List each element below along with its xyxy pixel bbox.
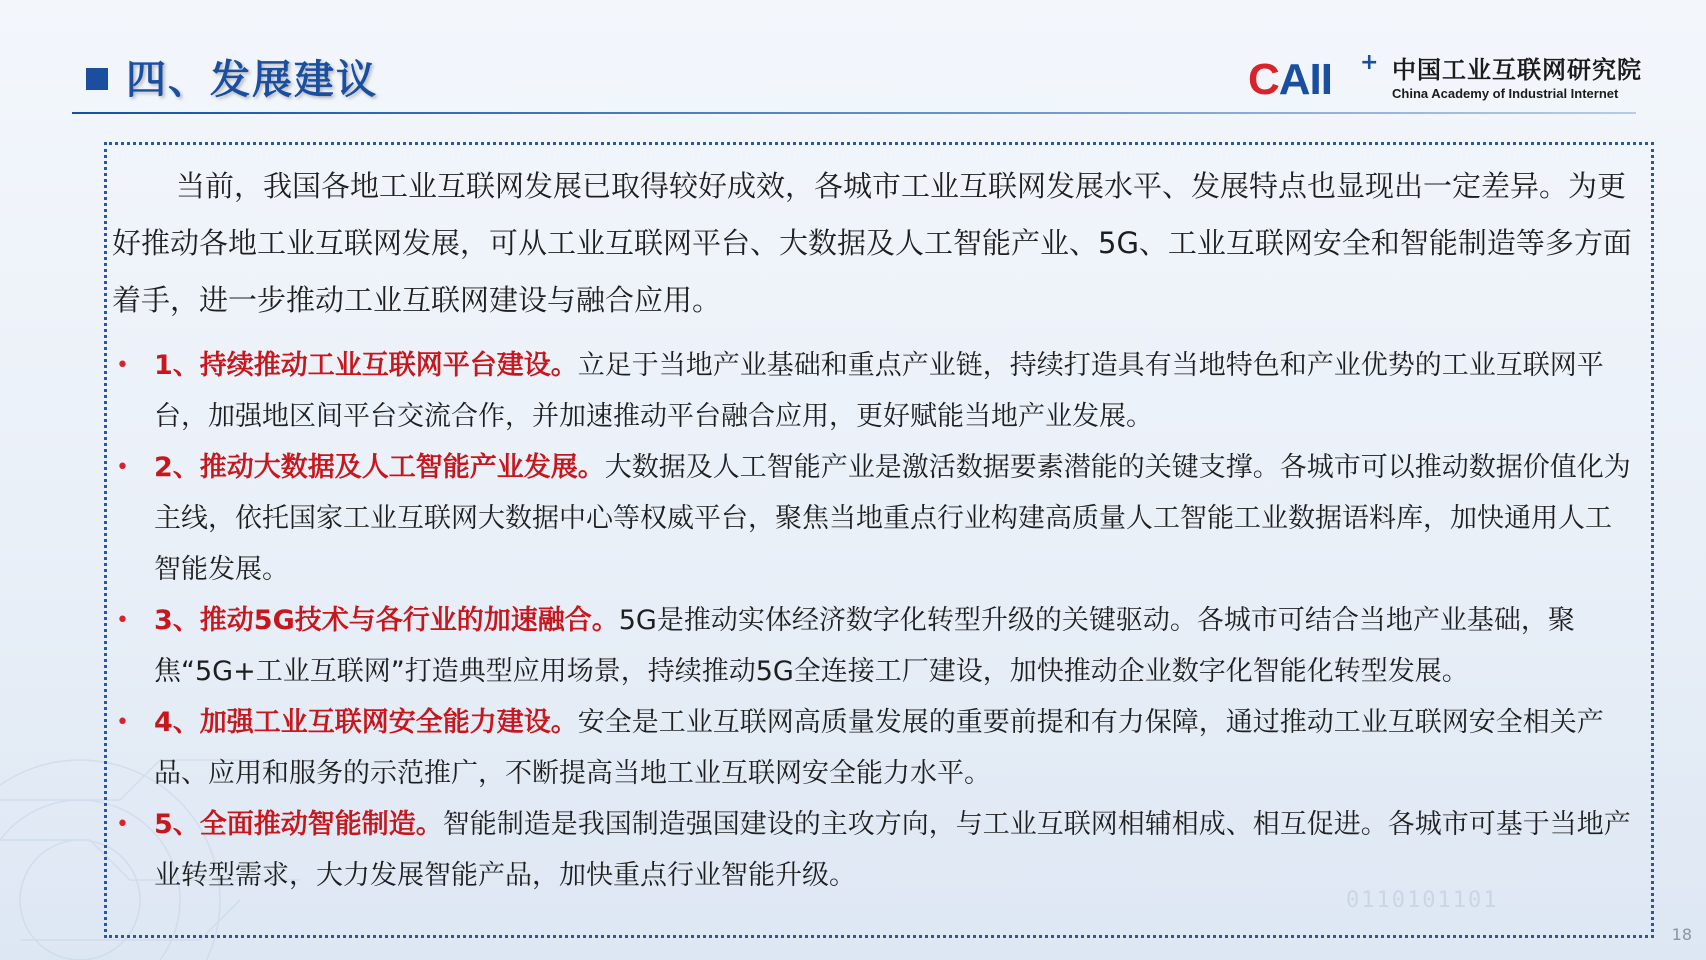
logo-mark-rest: AII <box>1278 55 1333 104</box>
list-item <box>112 697 1632 799</box>
intro-paragraph: 当前，我国各地工业互联网发展已取得较好成效，各城市工业互联网发展水平、发展特点也显现出一定差异。为更好推动各地工业互联网发展，可从工业互联网平台、大数据及人工智能产业、5G、工业互联网安全和智能制造等多方面着手，进一步推动工业互联网建设与融合应用。 <box>112 169 1632 317</box>
title-divider <box>72 112 1636 114</box>
item-heading: 2、推动大数据及人工智能产业发展。 <box>154 452 605 483</box>
logo-mark-c: C <box>1248 55 1279 104</box>
list-item <box>112 595 1632 697</box>
item-heading: 3、推动5G技术与各行业的加速融合。 <box>154 605 619 636</box>
logo-mark <box>1248 56 1332 104</box>
list-item <box>112 442 1632 595</box>
background-binary-decoration: 0110101101 <box>1346 888 1499 913</box>
item-heading: 5、全面推动智能制造。 <box>154 809 443 840</box>
item-body: 5G是推动实体经济数字化转型升级的关键驱动。各城市可结合当地产业基础，聚焦“5G+工业互联网”打造典型应用场景，持续推动5G全连接工厂建设，加快推动企业数字化智能化转型发展。 <box>154 605 1575 687</box>
list-item <box>112 340 1632 442</box>
slide-header <box>0 0 1706 118</box>
item-heading: 4、加强工业互联网安全能力建设。 <box>154 707 578 738</box>
bullet-icon: • <box>116 812 129 837</box>
item-body: 安全是工业互联网高质量发展的重要前提和有力保障，通过推动工业互联网安全相关产品、应用和服务的示范推广，不断提高当地工业互联网安全能力水平。 <box>154 707 1604 789</box>
item-body: 大数据及人工智能产业是激活数据要素潜能的关键支撑。各城市可以推动数据价值化为主线，依托国家工业互联网大数据中心等权威平台，聚焦当地重点行业构建高质量人工智能工业数据语料库，加快通用人工智能发展。 <box>154 452 1631 585</box>
logo-plus-icon: + <box>1360 50 1379 75</box>
item-body: 立足于当地产业基础和重点产业链，持续打造具有当地特色和产业优势的工业互联网平台，加强地区间平台交流合作，并加速推动平台融合应用，更好赋能当地产业发展。 <box>154 350 1604 432</box>
page-number: 18 <box>1671 925 1692 944</box>
page-title: 四、发展建议 <box>126 57 378 103</box>
logo-name-cn: 中国工业互联网研究院 <box>1392 56 1642 84</box>
caii-logo <box>1248 50 1642 106</box>
bullet-icon: • <box>116 710 129 735</box>
recommendation-list <box>112 340 1632 901</box>
bullet-icon: • <box>116 608 129 633</box>
bullet-icon: • <box>116 455 129 480</box>
title-square-marker-icon <box>86 68 108 90</box>
item-heading: 1、持续推动工业互联网平台建设。 <box>154 350 578 381</box>
list-item <box>112 799 1632 901</box>
item-body: 智能制造是我国制造强国建设的主攻方向，与工业互联网相辅相成、相互促进。各城市可基于当地产业转型需求，大力发展智能产品，加快重点行业智能升级。 <box>154 809 1631 891</box>
logo-name-en: China Academy of Industrial Internet <box>1392 86 1619 101</box>
bullet-icon: • <box>116 353 129 378</box>
